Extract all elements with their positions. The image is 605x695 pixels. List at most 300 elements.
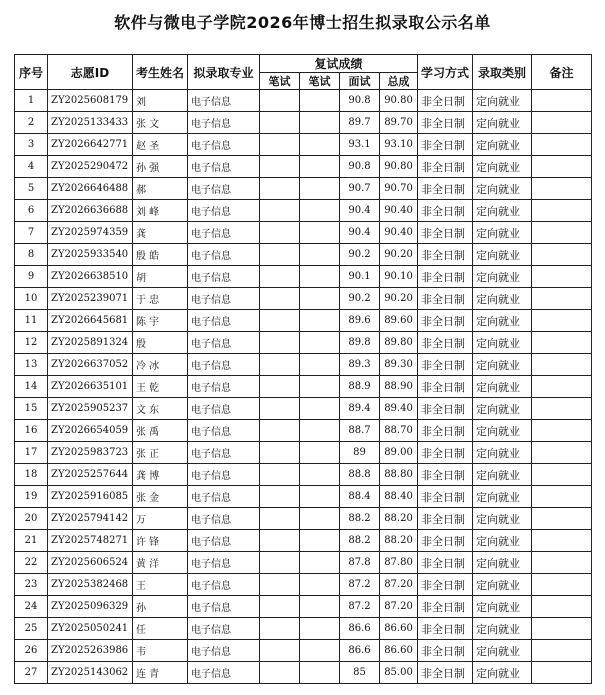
row-study-mode: 非全日制 [418, 376, 473, 398]
row-total: 89.80 [380, 332, 418, 354]
row-major: 电子信息 [188, 464, 260, 486]
row-category: 定向就业 [473, 508, 532, 530]
row-major: 电子信息 [188, 596, 260, 618]
row-remark [532, 266, 592, 288]
row-id: ZY2025290472 [48, 156, 133, 178]
row-interview: 88.9 [340, 376, 380, 398]
row-written-1 [260, 486, 300, 508]
row-name: 连 青 [133, 662, 188, 684]
row-total: 87.80 [380, 552, 418, 574]
row-total: 90.70 [380, 178, 418, 200]
row-name: 任 [133, 618, 188, 640]
row-seq: 4 [15, 156, 48, 178]
row-total: 85.00 [380, 662, 418, 684]
row-written-1 [260, 332, 300, 354]
table-row [15, 574, 592, 596]
row-name: 张 禹 [133, 420, 188, 442]
row-category: 定向就业 [473, 574, 532, 596]
row-id: ZY2025794142 [48, 508, 133, 530]
row-category: 定向就业 [473, 640, 532, 662]
row-remark [532, 552, 592, 574]
row-study-mode: 非全日制 [418, 662, 473, 684]
row-total: 88.80 [380, 464, 418, 486]
row-total: 90.10 [380, 266, 418, 288]
row-interview: 93.1 [340, 134, 380, 156]
row-seq: 5 [15, 178, 48, 200]
row-major: 电子信息 [188, 420, 260, 442]
row-major: 电子信息 [188, 288, 260, 310]
row-interview: 89.7 [340, 112, 380, 134]
row-seq: 18 [15, 464, 48, 486]
row-name: 殷 [133, 332, 188, 354]
row-remark [532, 398, 592, 420]
row-category: 定向就业 [473, 354, 532, 376]
table-row [15, 662, 592, 684]
row-name: 龚 博 [133, 464, 188, 486]
row-written-1 [260, 574, 300, 596]
row-name: 王 乾 [133, 376, 188, 398]
row-interview: 88.2 [340, 508, 380, 530]
row-category: 定向就业 [473, 310, 532, 332]
row-written-2 [300, 332, 340, 354]
table-row [15, 200, 592, 222]
row-major: 电子信息 [188, 508, 260, 530]
row-remark [532, 596, 592, 618]
row-major: 电子信息 [188, 266, 260, 288]
row-study-mode: 非全日制 [418, 486, 473, 508]
header-id: 志愿ID [48, 55, 133, 90]
row-interview: 90.2 [340, 288, 380, 310]
row-study-mode: 非全日制 [418, 508, 473, 530]
row-remark [532, 134, 592, 156]
row-id: ZY2025891324 [48, 332, 133, 354]
row-written-2 [300, 222, 340, 244]
row-id: ZY2025143062 [48, 662, 133, 684]
row-total: 89.30 [380, 354, 418, 376]
header-written-2: 笔试 [300, 73, 340, 90]
table-row [15, 244, 592, 266]
row-total: 87.20 [380, 596, 418, 618]
row-major: 电子信息 [188, 178, 260, 200]
table-row [15, 178, 592, 200]
row-study-mode: 非全日制 [418, 442, 473, 464]
table-row [15, 420, 592, 442]
row-major: 电子信息 [188, 354, 260, 376]
row-name: 冷 冰 [133, 354, 188, 376]
row-name: 张 文 [133, 112, 188, 134]
row-id: ZY2026638510 [48, 266, 133, 288]
row-written-1 [260, 376, 300, 398]
row-interview: 85 [340, 662, 380, 684]
row-remark [532, 310, 592, 332]
row-written-1 [260, 112, 300, 134]
row-major: 电子信息 [188, 90, 260, 112]
row-study-mode: 非全日制 [418, 332, 473, 354]
row-id: ZY2026645681 [48, 310, 133, 332]
row-written-1 [260, 266, 300, 288]
row-written-2 [300, 464, 340, 486]
row-name: 龚 [133, 222, 188, 244]
row-written-1 [260, 552, 300, 574]
header-total: 总成 [380, 73, 418, 90]
table-row [15, 640, 592, 662]
row-interview: 90.7 [340, 178, 380, 200]
table-row [15, 618, 592, 640]
row-written-1 [260, 508, 300, 530]
row-remark [532, 574, 592, 596]
row-total: 93.10 [380, 134, 418, 156]
row-name: 张 正 [133, 442, 188, 464]
header-major: 拟录取专业 [188, 55, 260, 90]
table-row [15, 310, 592, 332]
row-written-2 [300, 442, 340, 464]
table-row [15, 596, 592, 618]
row-interview: 89.8 [340, 332, 380, 354]
row-seq: 26 [15, 640, 48, 662]
row-written-1 [260, 244, 300, 266]
row-category: 定向就业 [473, 156, 532, 178]
row-total: 88.20 [380, 530, 418, 552]
row-seq: 7 [15, 222, 48, 244]
row-written-1 [260, 200, 300, 222]
row-remark [532, 288, 592, 310]
row-major: 电子信息 [188, 112, 260, 134]
row-interview: 90.8 [340, 90, 380, 112]
row-name: 万 [133, 508, 188, 530]
row-written-2 [300, 618, 340, 640]
row-id: ZY2025382468 [48, 574, 133, 596]
row-name: 殷 皓 [133, 244, 188, 266]
row-id: ZY2025608179 [48, 90, 133, 112]
row-id: ZY2026642771 [48, 134, 133, 156]
row-id: ZY2025606524 [48, 552, 133, 574]
row-written-2 [300, 134, 340, 156]
table-row [15, 552, 592, 574]
row-category: 定向就业 [473, 222, 532, 244]
row-category: 定向就业 [473, 420, 532, 442]
row-total: 90.80 [380, 156, 418, 178]
row-written-2 [300, 90, 340, 112]
row-id: ZY2025263986 [48, 640, 133, 662]
row-interview: 89 [340, 442, 380, 464]
row-category: 定向就业 [473, 200, 532, 222]
row-seq: 25 [15, 618, 48, 640]
row-category: 定向就业 [473, 376, 532, 398]
row-remark [532, 530, 592, 552]
row-study-mode: 非全日制 [418, 134, 473, 156]
row-category: 定向就业 [473, 266, 532, 288]
row-seq: 3 [15, 134, 48, 156]
row-study-mode: 非全日制 [418, 618, 473, 640]
row-written-1 [260, 90, 300, 112]
row-id: ZY2025905237 [48, 398, 133, 420]
row-written-1 [260, 398, 300, 420]
table-row [15, 266, 592, 288]
row-seq: 24 [15, 596, 48, 618]
row-written-2 [300, 596, 340, 618]
row-written-1 [260, 640, 300, 662]
row-written-1 [260, 354, 300, 376]
row-id: ZY2025133433 [48, 112, 133, 134]
row-id: ZY2025983723 [48, 442, 133, 464]
table-row [15, 508, 592, 530]
row-written-2 [300, 508, 340, 530]
row-written-2 [300, 574, 340, 596]
row-major: 电子信息 [188, 640, 260, 662]
row-id: ZY2025050241 [48, 618, 133, 640]
table-row [15, 530, 592, 552]
row-written-1 [260, 596, 300, 618]
admission-table [14, 54, 592, 684]
row-category: 定向就业 [473, 618, 532, 640]
row-written-1 [260, 178, 300, 200]
row-seq: 6 [15, 200, 48, 222]
table-row [15, 112, 592, 134]
row-name: 赵 圣 [133, 134, 188, 156]
row-study-mode: 非全日制 [418, 222, 473, 244]
row-interview: 88.8 [340, 464, 380, 486]
row-study-mode: 非全日制 [418, 596, 473, 618]
row-written-2 [300, 156, 340, 178]
row-interview: 87.2 [340, 574, 380, 596]
table-row [15, 90, 592, 112]
row-category: 定向就业 [473, 288, 532, 310]
row-major: 电子信息 [188, 244, 260, 266]
row-written-2 [300, 310, 340, 332]
row-total: 90.20 [380, 288, 418, 310]
row-remark [532, 662, 592, 684]
table-row [15, 442, 592, 464]
row-study-mode: 非全日制 [418, 310, 473, 332]
row-seq: 23 [15, 574, 48, 596]
row-remark [532, 376, 592, 398]
row-major: 电子信息 [188, 156, 260, 178]
row-name: 刘 峰 [133, 200, 188, 222]
row-study-mode: 非全日制 [418, 178, 473, 200]
row-written-2 [300, 376, 340, 398]
header-category: 录取类别 [473, 55, 532, 90]
row-seq: 15 [15, 398, 48, 420]
row-seq: 14 [15, 376, 48, 398]
row-seq: 1 [15, 90, 48, 112]
row-id: ZY2025916085 [48, 486, 133, 508]
row-major: 电子信息 [188, 552, 260, 574]
row-study-mode: 非全日制 [418, 156, 473, 178]
row-written-2 [300, 178, 340, 200]
row-seq: 19 [15, 486, 48, 508]
row-seq: 2 [15, 112, 48, 134]
row-id: ZY2026637052 [48, 354, 133, 376]
row-seq: 22 [15, 552, 48, 574]
row-id: ZY2025974359 [48, 222, 133, 244]
row-written-2 [300, 200, 340, 222]
row-seq: 16 [15, 420, 48, 442]
row-category: 定向就业 [473, 464, 532, 486]
row-total: 87.20 [380, 574, 418, 596]
row-category: 定向就业 [473, 90, 532, 112]
row-interview: 89.3 [340, 354, 380, 376]
row-category: 定向就业 [473, 486, 532, 508]
row-written-2 [300, 112, 340, 134]
row-id: ZY2025257644 [48, 464, 133, 486]
table-row [15, 486, 592, 508]
row-id: ZY2025933540 [48, 244, 133, 266]
row-study-mode: 非全日制 [418, 244, 473, 266]
row-total: 89.00 [380, 442, 418, 464]
row-interview: 86.6 [340, 618, 380, 640]
row-written-2 [300, 640, 340, 662]
row-name: 刘 [133, 90, 188, 112]
header-seq: 序号 [15, 55, 48, 90]
row-seq: 9 [15, 266, 48, 288]
row-seq: 21 [15, 530, 48, 552]
row-total: 86.60 [380, 640, 418, 662]
row-total: 90.20 [380, 244, 418, 266]
row-study-mode: 非全日制 [418, 552, 473, 574]
table-body [15, 90, 592, 684]
row-name: 郝 [133, 178, 188, 200]
row-name: 胡 [133, 266, 188, 288]
row-written-2 [300, 552, 340, 574]
row-interview: 90.1 [340, 266, 380, 288]
row-study-mode: 非全日制 [418, 398, 473, 420]
table-row [15, 134, 592, 156]
row-category: 定向就业 [473, 178, 532, 200]
row-interview: 90.2 [340, 244, 380, 266]
row-category: 定向就业 [473, 442, 532, 464]
row-total: 89.40 [380, 398, 418, 420]
row-written-2 [300, 288, 340, 310]
row-study-mode: 非全日制 [418, 464, 473, 486]
row-interview: 90.4 [340, 200, 380, 222]
row-written-1 [260, 464, 300, 486]
row-major: 电子信息 [188, 574, 260, 596]
row-interview: 88.4 [340, 486, 380, 508]
row-remark [532, 178, 592, 200]
table-row [15, 288, 592, 310]
row-remark [532, 332, 592, 354]
row-study-mode: 非全日制 [418, 640, 473, 662]
row-name: 王 [133, 574, 188, 596]
row-id: ZY2026646488 [48, 178, 133, 200]
row-written-2 [300, 244, 340, 266]
row-remark [532, 486, 592, 508]
row-major: 电子信息 [188, 618, 260, 640]
row-written-2 [300, 486, 340, 508]
row-major: 电子信息 [188, 442, 260, 464]
row-category: 定向就业 [473, 134, 532, 156]
row-major: 电子信息 [188, 486, 260, 508]
table-row [15, 332, 592, 354]
table-row [15, 376, 592, 398]
row-major: 电子信息 [188, 332, 260, 354]
row-written-1 [260, 156, 300, 178]
row-major: 电子信息 [188, 222, 260, 244]
row-remark [532, 354, 592, 376]
row-total: 90.80 [380, 90, 418, 112]
header-written-1: 笔试 [260, 73, 300, 90]
row-name: 许 锋 [133, 530, 188, 552]
row-id: ZY2026636688 [48, 200, 133, 222]
row-study-mode: 非全日制 [418, 530, 473, 552]
row-total: 88.20 [380, 508, 418, 530]
row-remark [532, 618, 592, 640]
row-total: 89.60 [380, 310, 418, 332]
row-name: 孙 [133, 596, 188, 618]
row-study-mode: 非全日制 [418, 288, 473, 310]
header-name: 考生姓名 [133, 55, 188, 90]
row-study-mode: 非全日制 [418, 266, 473, 288]
row-written-1 [260, 530, 300, 552]
row-name: 张 金 [133, 486, 188, 508]
row-major: 电子信息 [188, 310, 260, 332]
row-study-mode: 非全日制 [418, 112, 473, 134]
row-seq: 13 [15, 354, 48, 376]
table-row [15, 398, 592, 420]
row-written-2 [300, 530, 340, 552]
row-interview: 88.7 [340, 420, 380, 442]
table-row [15, 354, 592, 376]
row-name: 黄 洋 [133, 552, 188, 574]
row-remark [532, 244, 592, 266]
row-remark [532, 464, 592, 486]
row-category: 定向就业 [473, 332, 532, 354]
row-total: 89.70 [380, 112, 418, 134]
row-interview: 90.8 [340, 156, 380, 178]
row-interview: 88.2 [340, 530, 380, 552]
row-name: 孙 强 [133, 156, 188, 178]
row-total: 88.40 [380, 486, 418, 508]
header-retest: 复试成绩 [260, 55, 418, 73]
row-interview: 87.8 [340, 552, 380, 574]
row-category: 定向就业 [473, 530, 532, 552]
row-written-2 [300, 662, 340, 684]
row-remark [532, 508, 592, 530]
row-written-1 [260, 442, 300, 464]
row-written-2 [300, 354, 340, 376]
row-written-1 [260, 222, 300, 244]
row-remark [532, 112, 592, 134]
row-written-2 [300, 420, 340, 442]
row-seq: 20 [15, 508, 48, 530]
row-written-1 [260, 310, 300, 332]
row-study-mode: 非全日制 [418, 354, 473, 376]
row-category: 定向就业 [473, 398, 532, 420]
row-category: 定向就业 [473, 244, 532, 266]
table-row [15, 222, 592, 244]
row-interview: 87.2 [340, 596, 380, 618]
row-study-mode: 非全日制 [418, 90, 473, 112]
row-written-2 [300, 266, 340, 288]
row-major: 电子信息 [188, 134, 260, 156]
row-id: ZY2026635101 [48, 376, 133, 398]
row-seq: 27 [15, 662, 48, 684]
row-remark [532, 442, 592, 464]
row-seq: 11 [15, 310, 48, 332]
row-major: 电子信息 [188, 398, 260, 420]
row-interview: 86.6 [340, 640, 380, 662]
row-seq: 8 [15, 244, 48, 266]
header-remark: 备注 [532, 55, 592, 90]
row-id: ZY2026654059 [48, 420, 133, 442]
row-total: 86.60 [380, 618, 418, 640]
row-category: 定向就业 [473, 662, 532, 684]
row-total: 88.90 [380, 376, 418, 398]
row-major: 电子信息 [188, 200, 260, 222]
row-major: 电子信息 [188, 530, 260, 552]
row-remark [532, 640, 592, 662]
table-row [15, 156, 592, 178]
